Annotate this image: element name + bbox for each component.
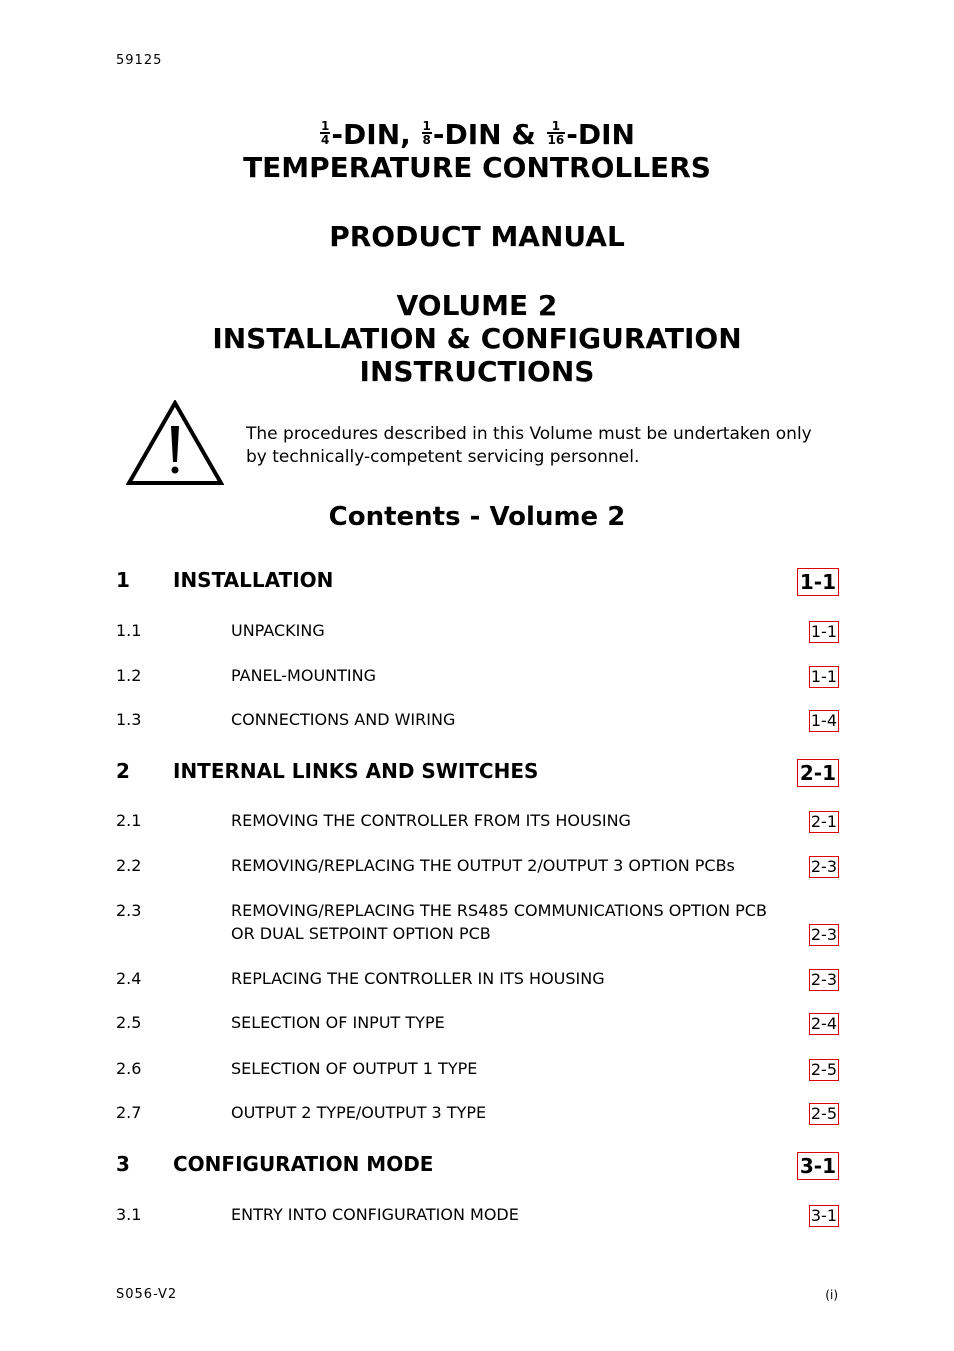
warning-line-2: by technically-competent servicing personnel. [246,447,640,467]
fraction-sixteenth: $\frac{1}{16}$ [547,119,565,147]
toc-number: 2.3 [116,901,142,920]
toc-label: UNPACKING [231,621,325,640]
title-line-volume: VOLUME 2 [396,289,558,322]
din-label-3: -DIN [566,118,635,151]
toc-label: REMOVING THE CONTROLLER FROM ITS HOUSING [231,811,631,830]
document-title [0,118,954,388]
toc-number: 2.6 [116,1059,142,1078]
warning-line-1: The procedures described in this Volume must be undertaken only [246,424,812,444]
toc-number: 1 [116,568,130,592]
toc-label: SELECTION OF INPUT TYPE [231,1013,445,1032]
toc-number: 2.4 [116,969,142,988]
toc-page-link[interactable]: 2-3 [810,857,837,876]
toc-number: 3 [116,1152,130,1176]
toc-label: REMOVING/REPLACING THE RS485 COMMUNICATIONS OPTION PCB [231,901,767,920]
toc-page-link[interactable]: 2-5 [810,1104,837,1123]
toc-number: 2.7 [116,1103,142,1122]
toc-page-link[interactable]: 2-3 [810,970,837,989]
document-number: 59125 [116,53,163,68]
fraction-eighth: $\frac{1}{8}$ [422,119,431,147]
toc-page-link[interactable]: 1-1 [810,667,837,686]
toc-number: 2.5 [116,1013,142,1032]
title-line-instructions: INSTRUCTIONS [359,355,595,388]
toc-number: 2 [116,759,130,783]
toc-number: 1.1 [116,621,142,640]
toc-page-link[interactable]: 2-3 [810,925,837,944]
toc-label: CONFIGURATION MODE [173,1152,434,1176]
toc-page-link[interactable]: 3-1 [810,1206,837,1225]
footer-document-code: S056-V2 [116,1287,178,1302]
toc-label: ENTRY INTO CONFIGURATION MODE [231,1205,519,1224]
toc-label: INSTALLATION [173,568,334,592]
toc-label: OUTPUT 2 TYPE/OUTPUT 3 TYPE [231,1103,487,1122]
din-label-2: -DIN & [432,118,536,151]
title-line-controllers: TEMPERATURE CONTROLLERS [243,151,711,184]
toc-label: REMOVING/REPLACING THE OUTPUT 2/OUTPUT 3 OPTION PCBs [231,856,735,875]
title-line-installation: INSTALLATION & CONFIGURATION [212,322,742,355]
fraction-quarter: $\frac{1}{4}$ [321,119,330,147]
toc-number: 2.2 [116,856,142,875]
din-label-1: -DIN, [331,118,411,151]
toc-label: SELECTION OF OUTPUT 1 TYPE [231,1059,478,1078]
warning-message [246,423,846,469]
toc-number: 3.1 [116,1205,142,1224]
toc-label: REPLACING THE CONTROLLER IN ITS HOUSING [231,969,605,988]
toc-label: INTERNAL LINKS AND SWITCHES [173,759,539,783]
title-line-din-sizes [0,118,954,151]
toc-number: 1.3 [116,710,142,729]
toc-page-link[interactable]: 2-5 [810,1060,837,1079]
toc-page-link[interactable]: 3-1 [797,1152,839,1180]
contents-heading: Contents - Volume 2 [328,502,626,532]
warning-triangle-icon [126,400,224,486]
toc-page-link[interactable]: 1-1 [810,622,837,641]
toc-page-link[interactable]: 2-1 [797,759,839,787]
toc-page-link[interactable]: 2-1 [810,812,837,831]
footer-page-number: (i) [825,1288,838,1302]
toc-label-continued: OR DUAL SETPOINT OPTION PCB [231,924,491,943]
toc-label: PANEL-MOUNTING [231,666,376,685]
toc-number: 1.2 [116,666,142,685]
toc-page-link[interactable]: 1-4 [810,711,837,730]
toc-number: 2.1 [116,811,142,830]
toc-page-link[interactable]: 1-1 [797,568,839,596]
toc-page-link[interactable]: 2-4 [810,1014,837,1033]
title-line-product-manual: PRODUCT MANUAL [329,220,625,253]
toc-label: CONNECTIONS AND WIRING [231,710,456,729]
